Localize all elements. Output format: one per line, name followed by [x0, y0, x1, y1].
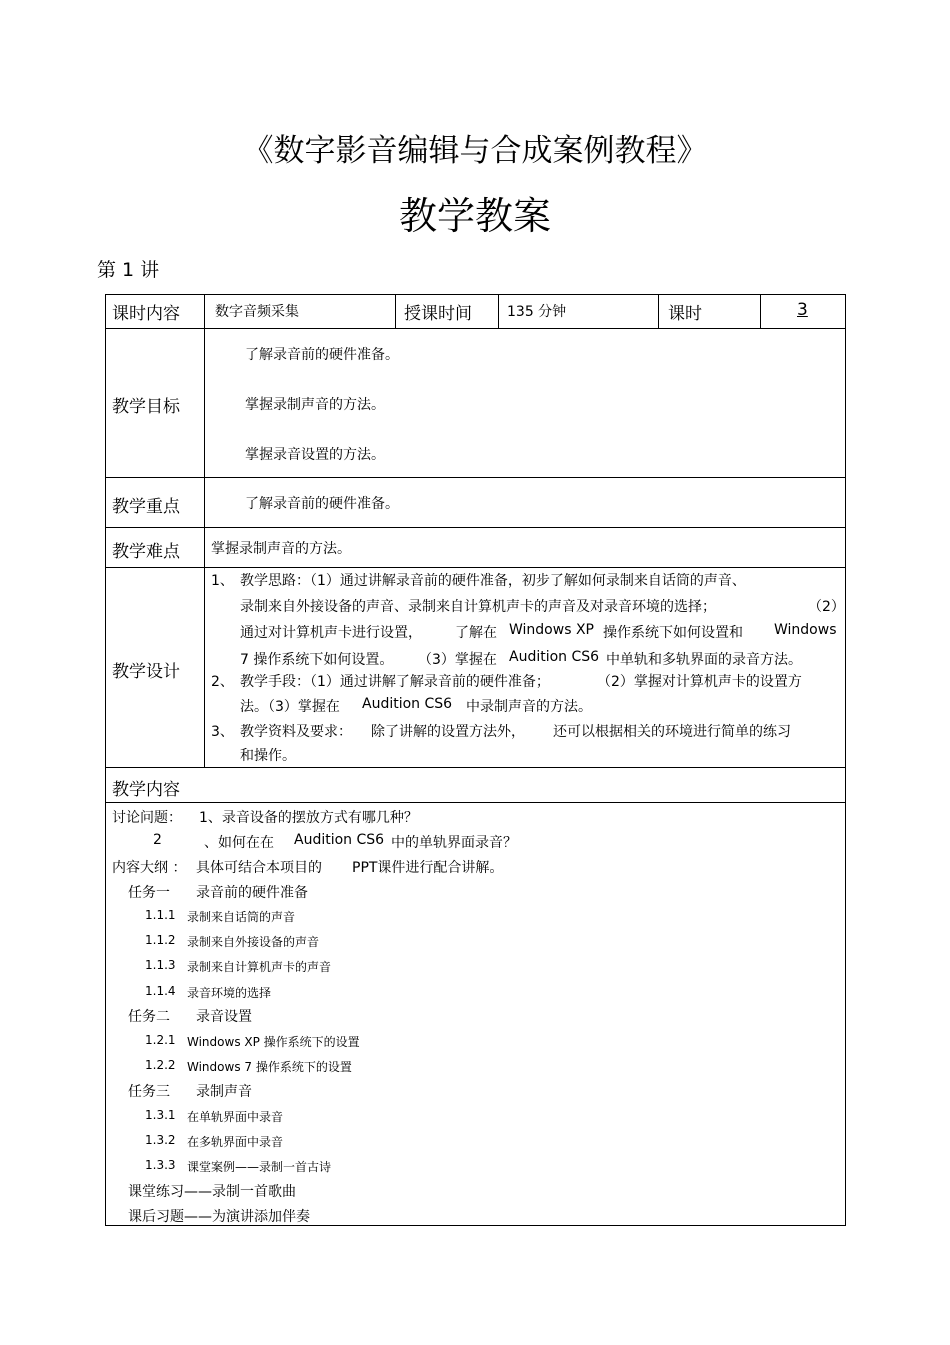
design-line: 教学思路：（1）通过讲解录音前的硬件准备，初步了解如何录制来自话筒的声音、 — [240, 573, 746, 589]
design-line: Windows — [774, 622, 837, 638]
subtask-number: 1.1.4 — [145, 984, 176, 998]
outline-text: 具体可结合本项目的 — [196, 860, 322, 876]
design-line: （2）掌握对计算机声卡的设置方 — [597, 674, 802, 690]
design-line: Windows XP — [509, 622, 594, 638]
objective-item: 掌握录音设置的方法。 — [245, 447, 385, 463]
design-item-number: 2、 — [211, 674, 234, 690]
design-line: 7 操作系统下如何设置。 — [240, 652, 394, 668]
design-line: Audition CS6 — [509, 649, 600, 665]
design-line: 教学手段：（1）通过讲解了解录音前的硬件准备； — [240, 674, 550, 690]
subtask-number: 1.3.2 — [145, 1133, 176, 1147]
discussion-question: Audition CS6 — [294, 832, 385, 848]
subtask-text: Windows XP 操作系统下的设置 — [187, 1035, 360, 1049]
design-line: （3）掌握在 — [418, 652, 497, 668]
design-line: 中录制声音的方法。 — [466, 699, 592, 715]
subtask-number: 1.1.3 — [145, 958, 176, 972]
design-line: （2） — [808, 599, 845, 615]
design-line: 和操作。 — [240, 748, 296, 764]
design-line: 除了讲解的设置方法外， — [371, 724, 525, 740]
subtask-text: 录制来自计算机声卡的声音 — [187, 960, 332, 974]
design-item-number: 1、 — [211, 573, 234, 589]
task-name: 任务二 — [128, 1009, 170, 1025]
subtask-number: 1.3.1 — [145, 1108, 176, 1122]
discussion-label: 讨论问题： — [112, 810, 182, 826]
key-points-label: 教学重点 — [112, 497, 180, 517]
design-line: 还可以根据相关的环境进行简单的练习 — [553, 724, 791, 740]
subtask-number: 1.2.2 — [145, 1058, 176, 1072]
outline-label: 内容大纲 ： — [112, 860, 187, 876]
subtask-text: 在多轨界面中录音 — [187, 1135, 284, 1149]
task-name: 任务一 — [128, 885, 170, 901]
difficulties-value: 掌握录制声音的方法。 — [211, 541, 351, 557]
objective-item: 了解录音前的硬件准备。 — [245, 347, 399, 363]
outline-text: PPT课件进行配合讲解。 — [352, 860, 504, 876]
subtask-number: 1.3.3 — [145, 1158, 176, 1172]
subtask-text: 课堂案例——录制一首古诗 — [187, 1160, 332, 1174]
content-section-label: 教学内容 — [112, 780, 180, 800]
time-label: 授课时间 — [404, 304, 472, 324]
design-label: 教学设计 — [112, 662, 180, 682]
design-line: 通过对计算机声卡进行设置， — [240, 625, 422, 641]
task-title: 录音设置 — [196, 1009, 252, 1025]
design-line: 法。（3）掌握在 — [240, 699, 340, 715]
task-title: 录音前的硬件准备 — [196, 885, 308, 901]
discussion-question: 、如何在在 — [204, 835, 274, 851]
subtask-text: 在单轨界面中录音 — [187, 1110, 284, 1124]
design-line: Audition CS6 — [362, 696, 453, 712]
design-line: 中单轨和多轨界面的录音方法。 — [606, 652, 802, 668]
key-points-value: 了解录音前的硬件准备。 — [245, 496, 399, 512]
objective-item: 掌握录制声音的方法。 — [245, 397, 385, 413]
hours-value: 3 — [797, 300, 808, 320]
subtask-text: Windows 7 操作系统下的设置 — [187, 1060, 352, 1074]
book-title: 《数字影音编辑与合成案例教程》 — [242, 133, 708, 169]
document-title: 教学教案 — [398, 194, 551, 238]
time-value: 135 分钟 — [507, 304, 567, 320]
hours-label: 课时 — [668, 304, 702, 324]
difficulties-label: 教学难点 — [112, 542, 180, 562]
subtask-text: 录制来自外接设备的声音 — [187, 935, 320, 949]
design-line: 教学资料及要求： — [240, 724, 352, 740]
subtask-text: 录制来自话筒的声音 — [187, 910, 296, 924]
discussion-question-number: 2 — [153, 832, 162, 848]
practice-text: 课堂练习——录制一首歌曲 — [128, 1184, 296, 1200]
design-item-number: 3、 — [211, 724, 234, 740]
subtask-number: 1.2.1 — [145, 1033, 176, 1047]
design-line: 操作系统下如何设置和 — [603, 625, 743, 641]
task-title: 录制声音 — [196, 1084, 252, 1100]
content-label: 课时内容 — [112, 304, 180, 324]
design-line: 了解在 — [455, 625, 497, 641]
subtask-text: 录音环境的选择 — [187, 986, 272, 1000]
discussion-question: 1、录音设备的摆放方式有哪几种？ — [199, 810, 418, 826]
design-line: 录制来自外接设备的声音、录制来自计算机声卡的声音及对录音环境的选择； — [240, 599, 716, 615]
subtask-number: 1.1.1 — [145, 908, 176, 922]
objectives-label: 教学目标 — [112, 397, 180, 417]
homework-text: 课后习题——为演讲添加伴奏 — [128, 1209, 310, 1225]
discussion-question: 中的单轨界面录音？ — [391, 835, 517, 851]
subtask-number: 1.1.2 — [145, 933, 176, 947]
content-value: 数字音频采集 — [215, 304, 299, 320]
task-name: 任务三 — [128, 1084, 170, 1100]
lecture-number: 第 1 讲 — [97, 259, 160, 281]
